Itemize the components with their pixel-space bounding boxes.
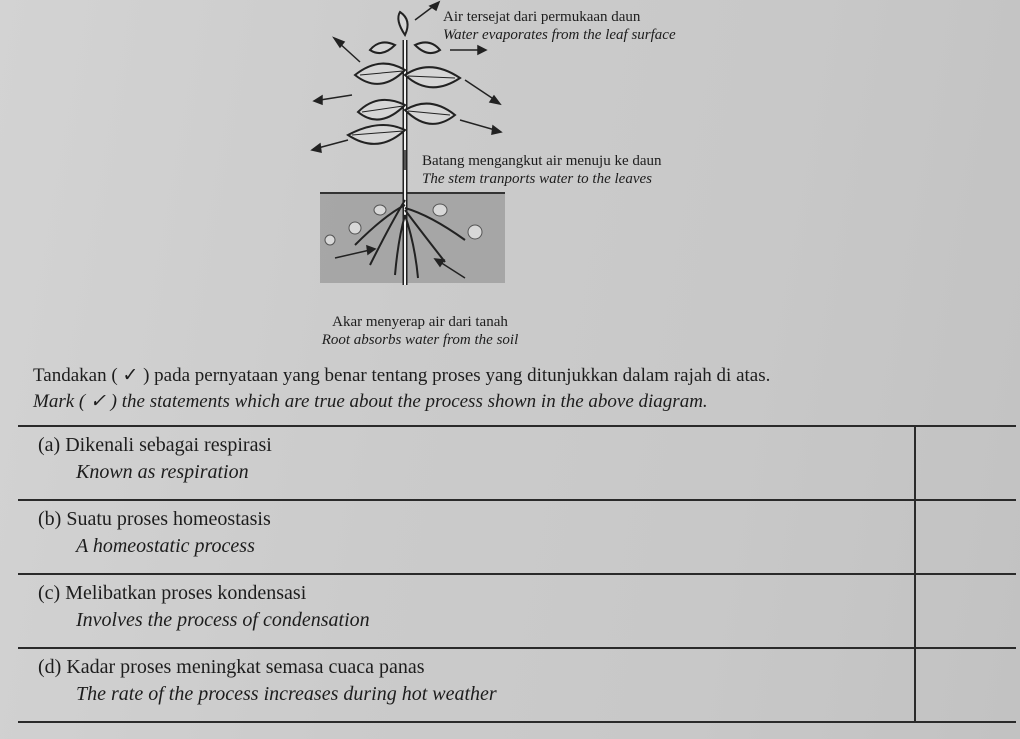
label-evaporation-ms: Air tersejat dari permukaan daun — [443, 9, 641, 25]
statement-row — [18, 648, 1016, 722]
tick-box[interactable] — [915, 648, 1016, 722]
label-root-en: Root absorbs water from the soil — [321, 332, 519, 348]
statement-ms: (d) Kadar proses meningkat semasa cuaca panas — [38, 656, 425, 678]
statement-text — [18, 426, 915, 500]
statement-en: The rate of the process increases during hot weather — [76, 683, 497, 705]
tick-box[interactable] — [915, 574, 1016, 648]
instruction-ms: Tandakan ( ✓ ) pada pernyataan yang benar tentang proses yang ditunjukkan dalam rajah di atas. — [33, 365, 771, 386]
statement-ms: (a) Dikenali sebagai respirasi — [38, 434, 272, 456]
statement-ms: (c) Melibatkan proses kondensasi — [38, 582, 307, 604]
label-stem-ms: Batang mengangkut air menuju ke daun — [422, 153, 662, 169]
label-evaporation — [443, 8, 676, 44]
statement-en: Known as respiration — [76, 461, 249, 483]
statement-text — [18, 648, 915, 722]
statements-table — [18, 425, 1016, 723]
tick-box[interactable] — [915, 500, 1016, 574]
statement-text — [18, 500, 915, 574]
instruction-en: Mark ( ✓ ) the statements which are true about the process shown in the above diagram. — [33, 391, 708, 412]
label-root — [295, 313, 545, 349]
instruction — [33, 363, 770, 415]
statement-en: A homeostatic process — [76, 535, 255, 557]
label-stem-en: The stem tranports water to the leaves — [422, 171, 652, 187]
statement-ms: (b) Suatu proses homeostasis — [38, 508, 271, 530]
statement-text — [18, 574, 915, 648]
statement-row — [18, 500, 1016, 574]
statement-row — [18, 574, 1016, 648]
statement-row — [18, 426, 1016, 500]
label-root-ms: Akar menyerap air dari tanah — [332, 314, 508, 330]
tick-box[interactable] — [915, 426, 1016, 500]
label-stem — [422, 152, 662, 188]
label-evaporation-en: Water evaporates from the leaf surface — [443, 27, 676, 43]
statement-en: Involves the process of condensation — [76, 609, 370, 631]
